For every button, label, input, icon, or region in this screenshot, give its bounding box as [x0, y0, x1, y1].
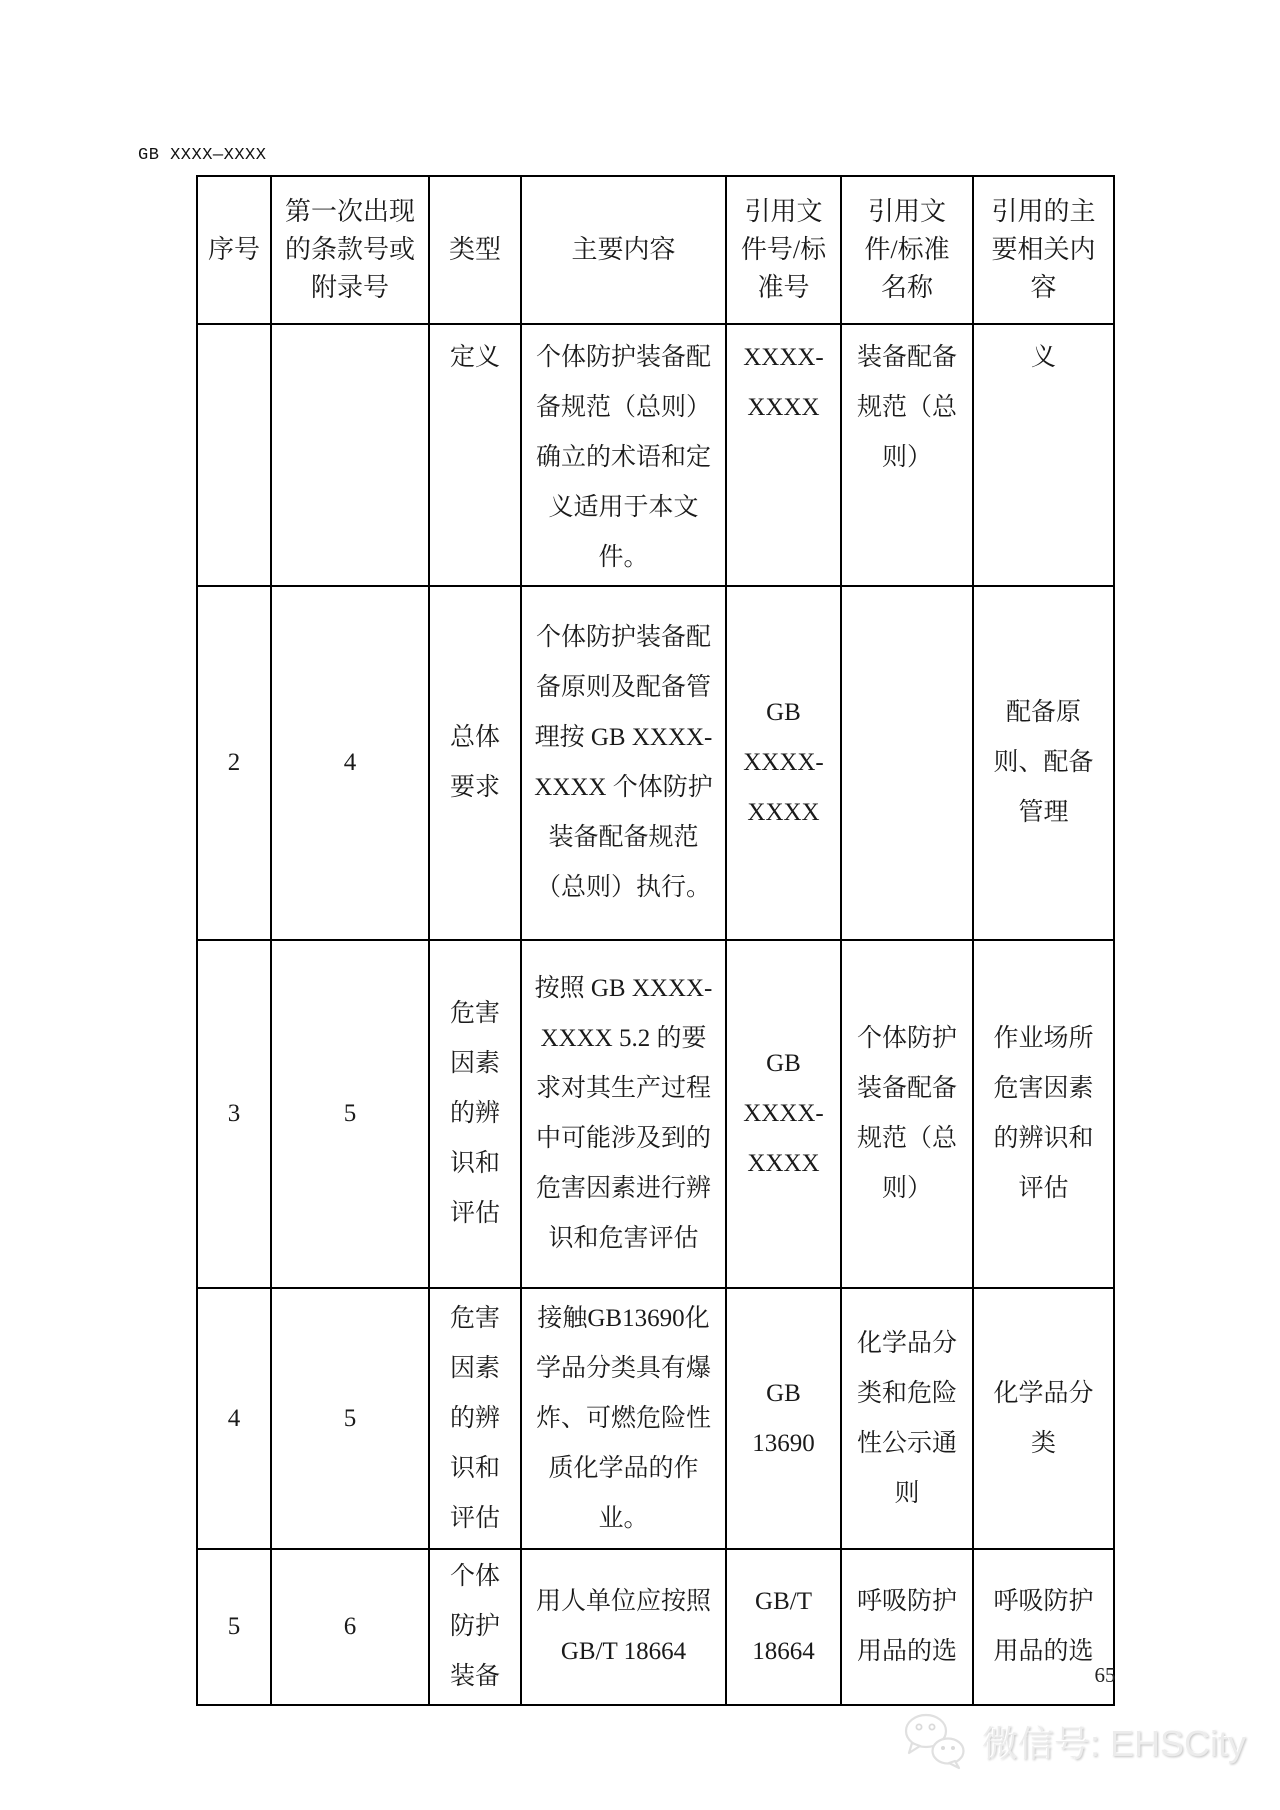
table-row [197, 324, 1114, 586]
cell-seq: 2 [197, 586, 271, 940]
cell-ref-related: 配备原则、配备管理 [973, 586, 1114, 940]
cell-content: 个体防护装备配备规范（总则）确立的术语和定义适用于本文件。 [521, 324, 726, 586]
cell-type: 危害因素的辨识和评估 [429, 1288, 521, 1549]
table-row [197, 1288, 1114, 1549]
table-row [197, 586, 1114, 940]
cell-seq [197, 324, 271, 586]
header-cell-ref-no: 引用文件号/标准号 [726, 176, 841, 324]
wechat-bubbles-icon [902, 1712, 968, 1770]
cell-content: 按照 GB XXXX-XXXX 5.2 的要求对其生产过程中可能涉及到的危害因素进行辨识和危害评估 [521, 940, 726, 1288]
page-number: 65 [1094, 1663, 1116, 1687]
cell-ref-related: 义 [973, 324, 1114, 586]
cell-type: 总体要求 [429, 586, 521, 940]
cell-ref-name: 个体防护装备配备规范（总则） [841, 940, 973, 1288]
cell-content: 个体防护装备配备原则及配备管理按 GB XXXX-XXXX 个体防护装备配备规范（总则）执行。 [521, 586, 726, 940]
cell-seq: 5 [197, 1549, 271, 1705]
cell-clause: 4 [271, 586, 429, 940]
header-cell-ref-related: 引用的主要相关内容 [973, 176, 1114, 324]
header-cell-seq: 序号 [197, 176, 271, 324]
cell-content: 接触GB13690化学品分类具有爆炸、可燃危险性质化学品的作业。 [521, 1288, 726, 1549]
cell-clause: 6 [271, 1549, 429, 1705]
header-cell-content: 主要内容 [521, 176, 726, 324]
header-cell-type: 类型 [429, 176, 521, 324]
cell-type: 危害因素的辨识和评估 [429, 940, 521, 1288]
wechat-label: 微信号: EHSCity [981, 1722, 1246, 1764]
document-code: GB XXXX—XXXX [138, 146, 267, 165]
cell-type: 定义 [429, 324, 521, 586]
cell-clause: 5 [271, 940, 429, 1288]
cell-content: 用人单位应按照 GB/T 18664 [521, 1549, 726, 1705]
cell-ref-name: 化学品分类和危险性公示通则 [841, 1288, 973, 1549]
cell-ref-no: GB/T 18664 [726, 1549, 841, 1705]
cell-seq: 4 [197, 1288, 271, 1549]
cell-ref-name [841, 586, 973, 940]
cell-clause: 5 [271, 1288, 429, 1549]
cell-seq: 3 [197, 940, 271, 1288]
reference-standards-table [196, 175, 1115, 1706]
cell-ref-no: GB 13690 [726, 1288, 841, 1549]
header-cell-clause: 第一次出现的条款号或附录号 [271, 176, 429, 324]
cell-ref-no: GB XXXX-XXXX [726, 940, 841, 1288]
cell-ref-name: 呼吸防护用品的选 [841, 1549, 973, 1705]
cell-ref-related: 作业场所危害因素的辨识和评估 [973, 940, 1114, 1288]
cell-ref-no: GB XXXX-XXXX [726, 586, 841, 940]
cell-ref-no: XXXX-XXXX [726, 324, 841, 586]
cell-clause [271, 324, 429, 586]
table-header-row [197, 176, 1114, 324]
cell-ref-related: 化学品分类 [973, 1288, 1114, 1549]
wechat-watermark [902, 1712, 1246, 1770]
table-row [197, 1549, 1114, 1705]
cell-ref-related: 呼吸防护用品的选 [973, 1549, 1114, 1705]
table-row [197, 940, 1114, 1288]
header-cell-ref-name: 引用文件/标准名称 [841, 176, 973, 324]
cell-ref-name: 装备配备规范（总则） [841, 324, 973, 586]
cell-type: 个体防护装备 [429, 1549, 521, 1705]
